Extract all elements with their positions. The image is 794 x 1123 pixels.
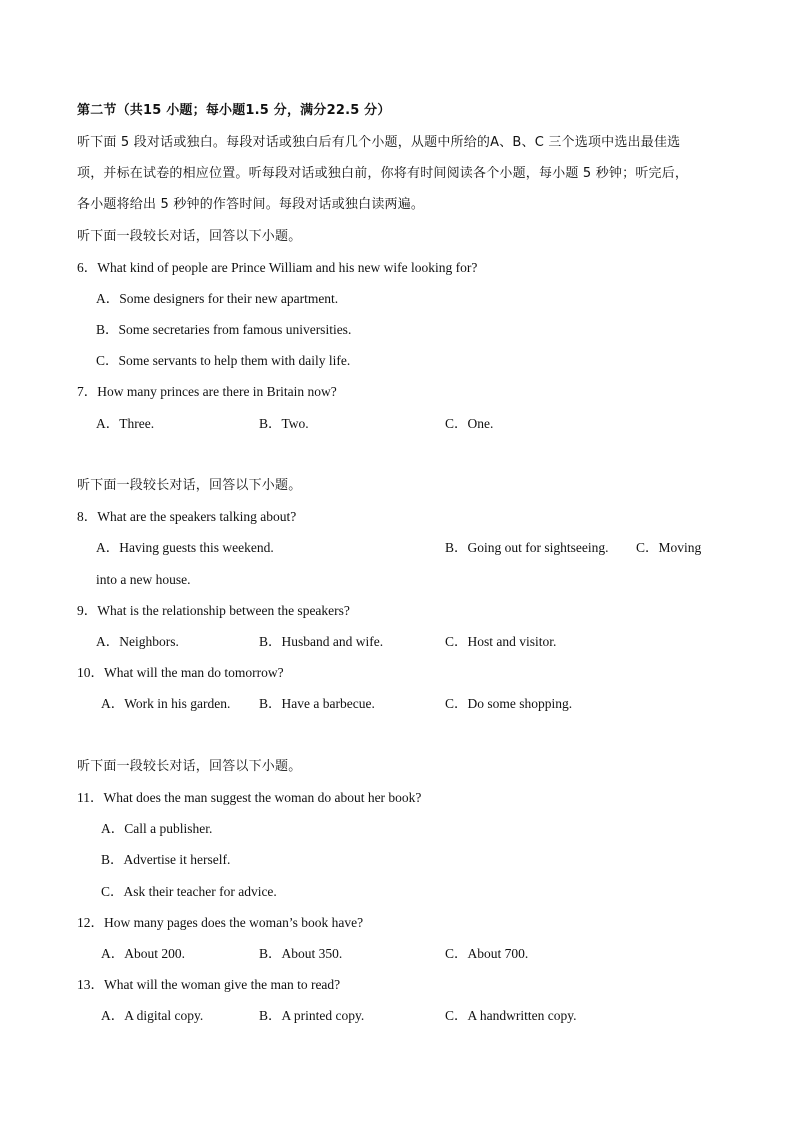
dialogue-prompt-2: 听下面一段较长对话，回答以下小题。 <box>77 478 302 493</box>
question-10-option-b[interactable]: B．Have a barbecue. <box>259 696 375 711</box>
question-9-option-c[interactable]: C．Host and visitor. <box>445 634 557 649</box>
question-6-option-a[interactable]: A．Some designers for their new apartment. <box>96 291 339 306</box>
question-7-option-b[interactable]: B．Two. <box>259 416 309 431</box>
question-10-option-c[interactable]: C．Do some shopping. <box>445 696 573 711</box>
question-12-stem: 12．How many pages does the woman’s book have? <box>77 915 364 930</box>
question-13-option-c[interactable]: C．A handwritten copy. <box>445 1008 577 1023</box>
question-8-option-c[interactable]: C．Moving <box>636 540 702 555</box>
question-11-stem: 11．What does the man suggest the woman do about her book? <box>77 790 422 805</box>
question-6-option-c[interactable]: C．Some servants to help them with daily life. <box>96 353 351 368</box>
question-11-option-a[interactable]: A．Call a publisher. <box>101 821 213 836</box>
question-8-option-b[interactable]: B．Going out for sightseeing. <box>445 540 609 555</box>
dialogue-prompt-1: 听下面一段较长对话，回答以下小题。 <box>77 229 302 244</box>
question-8-option-c-continued: into a new house. <box>96 572 191 587</box>
question-9-option-a[interactable]: A．Neighbors. <box>96 634 179 649</box>
question-7-option-a[interactable]: A．Three. <box>96 416 155 431</box>
question-13-option-a[interactable]: A．A digital copy. <box>101 1008 204 1023</box>
question-12-option-c[interactable]: C．About 700. <box>445 946 529 961</box>
instructions-line-2: 项，并标在试卷的相应位置。听每段对话或独白前，你将有时间阅读各个小题，每小题 5 秒钟；听完后， <box>77 166 689 181</box>
question-11-option-c[interactable]: C．Ask their teacher for advice. <box>101 884 277 899</box>
question-8-stem: 8．What are the speakers talking about? <box>77 509 297 524</box>
question-8-option-a[interactable]: A．Having guests this weekend. <box>96 540 274 555</box>
dialogue-prompt-3: 听下面一段较长对话，回答以下小题。 <box>77 759 302 774</box>
question-7-stem: 7．How many princes are there in Britain now? <box>77 384 337 399</box>
question-12-option-a[interactable]: A．About 200. <box>101 946 185 961</box>
question-12-option-b[interactable]: B．About 350. <box>259 946 343 961</box>
question-13-stem: 13．What will the woman give the man to read? <box>77 977 341 992</box>
section-header: 第二节（共15 小题；每小题1.5 分，满分22.5 分） <box>77 103 391 118</box>
question-11-option-b[interactable]: B．Advertise it herself. <box>101 852 231 867</box>
instructions-line-3: 各小题将给出 5 秒钟的作答时间。每段对话或独白读两遍。 <box>77 197 425 212</box>
question-7-option-c[interactable]: C．One. <box>445 416 494 431</box>
question-9-stem: 9．What is the relationship between the speakers? <box>77 603 350 618</box>
question-9-option-b[interactable]: B．Husband and wife. <box>259 634 384 649</box>
question-10-option-a[interactable]: A．Work in his garden. <box>101 696 231 711</box>
question-13-option-b[interactable]: B．A printed copy. <box>259 1008 365 1023</box>
question-6-option-b[interactable]: B．Some secretaries from famous universities. <box>96 322 352 337</box>
instructions-line-1: 听下面 5 段对话或独白。每段对话或独白后有几个小题，从题中所给的A、B、C 三个选项中选出最佳选 <box>77 135 681 150</box>
question-10-stem: 10．What will the man do tomorrow? <box>77 665 284 680</box>
question-6-stem: 6．What kind of people are Prince William and his new wife looking for? <box>77 260 478 275</box>
